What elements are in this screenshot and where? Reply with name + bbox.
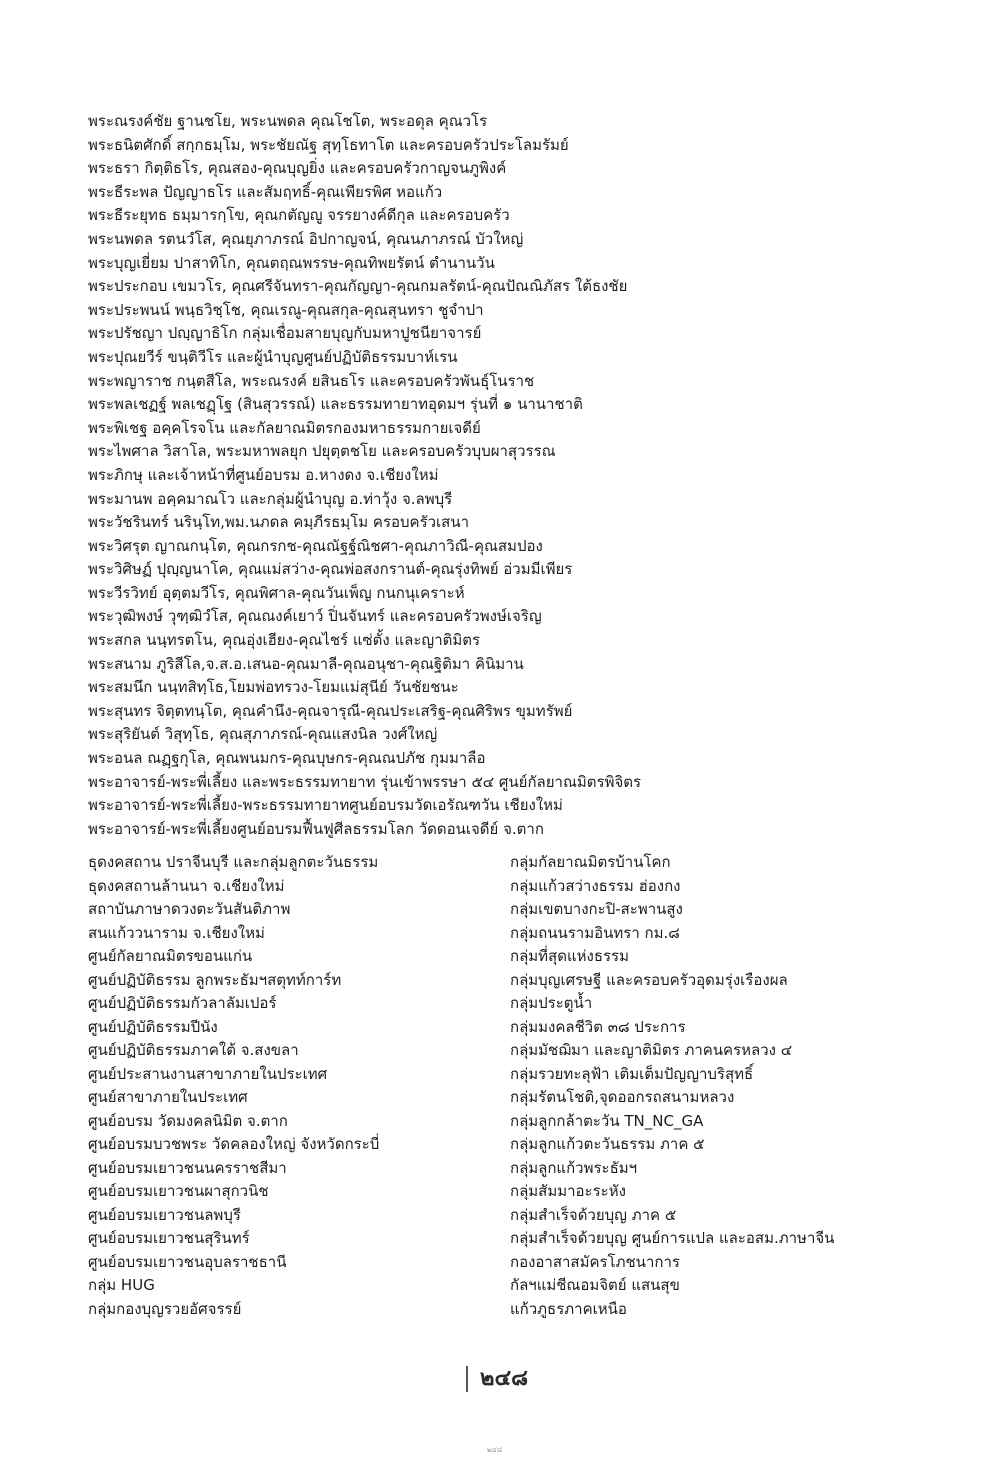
list-item: กลุ่มรวยทะลุฟ้า เติมเต็มปัญญาบริสุทธิ์ [510, 1064, 754, 1083]
list-item: กลุ่มประตูน้ำ [510, 994, 593, 1012]
list-item: พระธีระพล ปัญญาธโร และสัมฤทธิ์-คุณเพียรพิศ หอแก้ว [88, 182, 443, 201]
list-item: พระสกล นนฺทรตโน, คุณอุ่งเฮียง-คุณไชร์ แซ่ตั้ง และญาติมิตร [88, 631, 481, 650]
list-item: ศูนย์กัลยาณมิตรขอนแก่น [88, 947, 253, 965]
list-item: พระนพดล รตนวํโส, คุณยุภาภรณ์ อิปกาญจน์, คุณนภาภรณ์ บัวใหญ่ [88, 229, 524, 248]
list-item: กลุ่มสำเร็จด้วยบุญ ศูนย์การแปล และอสม.ภาษาจีน [510, 1229, 835, 1247]
list-item: พระวุฒิพงษ์ วุฑฺฒิวํโส, คุณณงค์เยาว์ ปิ่นจันทร์ และครอบครัวพงษ์เจริญ [88, 607, 542, 626]
list-item: ศูนย์ปฏิบัติธรรมภาคใต้ จ.สงขลา [88, 1041, 299, 1059]
list-item: พระธีระยุทธ ธมฺมารกฺโข, คุณกตัญญู จรรยางค์ดีกุล และครอบครัว [88, 206, 510, 225]
list-item: พระพิเชฐ อคฺคโรจโน และกัลยาณมิตรกองมหาธรรมกายเจดีย์ [88, 418, 481, 437]
list-item: พระธนิตศักดิ์ สกฺกธมฺโม, พระชัยณัฐ สุทฺโธทาโต และครอบครัวประโลมรัมย์ [88, 135, 569, 154]
list-item: ธุดงคสถานล้านนา จ.เชียงใหม่ [88, 876, 285, 895]
list-item: พระปุณยวีร์ ขนฺติวีโร และผู้นำบุญศูนย์ปฏิบัติธรรมบาห์เรน [88, 347, 458, 366]
list-item: พระมานพ อคฺคมาณโว และกลุ่มผู้นำบุญ อ.ท่าวุ้ง จ.ลพบุรี [88, 489, 453, 508]
list-item: กลุ่มสัมมาอะระหัง [510, 1182, 626, 1200]
list-item: กลุ่มมงคลชีวิต ๓๘ ประการ [510, 1017, 686, 1036]
list-item: พระสุนทร จิตฺตทนฺโต, คุณคำนึง-คุณจารุณี-คุณประเสริฐ-คุณศิริพร ขุมทรัพย์ [88, 701, 573, 720]
list-item: ศูนย์ปฏิบัติธรรมกัวลาลัมเปอร์ [88, 994, 277, 1012]
list-item: พระวีรวิทย์ อุตฺตมวีโร, คุณพิศาล-คุณวันเพ็ญ กนกนุเคราะห์ [88, 583, 465, 602]
list-item: กลุ่มบุญเศรษฐี และครอบครัวอุดมรุ่งเรืองผล [510, 970, 788, 989]
list-item: ศูนย์อบรมบวชพระ วัดคลองใหญ่ จังหวัดกระบี่ [88, 1135, 380, 1153]
list-item: กลุ่มที่สุดแห่งธรรม [510, 947, 629, 965]
list-item: กลุ่มเขตบางกะปิ-สะพานสูง [510, 900, 683, 918]
list-item: พระอาจารย์-พระพี่เลี้ยง-พระธรรมทายาทศูนย์อบรมวัดเอรัณฑวัน เชียงใหม่ [88, 796, 563, 815]
list-item: ศูนย์ประสานงานสาขาภายในประเทศ [88, 1064, 328, 1083]
list-item: พระประกอบ เขมวโร, คุณศรีจันทรา-คุณกัญญา-คุณกมลรัตน์-คุณปัณณิภัสร ใต้ธงชัย [88, 277, 628, 296]
list-item: ศูนย์อบรมเยาวชนผาสุกวนิช [88, 1182, 269, 1200]
list-item: กลุ่มกองบุญรวยอัศจรรย์ [88, 1299, 242, 1318]
donor-list-right-column [510, 851, 980, 1321]
list-item: กลุ่มกัลยาณมิตรบ้านโคก [510, 853, 671, 871]
list-item: พระวัชรินทร์ นรินฺโท,พม.นภดล คมฺภีรธมฺโม ครอบครัวเสนา [88, 513, 470, 532]
list-item: พระวิศรุต ญาณกนฺโต, คุณกรกช-คุณณัฐฐ์ณิชศา-คุณภาวิณี-คุณสมปอง [88, 536, 543, 555]
list-item: กลุ่มลูกแก้วตะวันธรรม ภาค ๕ [510, 1135, 705, 1153]
list-item: ศูนย์ปฏิบัติธรรม ลูกพระธัมฯสตุทท์การ์ท [88, 970, 342, 989]
list-item: กองอาสาสมัครโภชนาการ [510, 1252, 680, 1271]
list-item: พระสมนึก นนฺทสิทฺโธ,โยมพ่อทรวง-โยมแม่สุนีย์ วันชัยชนะ [88, 678, 459, 697]
list-item: พระอนล ณฏฺฐกุโล, คุณพนมกร-คุณบุษกร-คุณณปภัช กุมมาลือ [88, 749, 486, 768]
list-item: พระภิกษุ และเจ้าหน้าที่ศูนย์อบรม อ.หางดง จ.เชียงใหม่ [88, 465, 439, 484]
list-item: พระอาจารย์-พระพี่เลี้ยงศูนย์อบรมฟื้นฟูศีลธรรมโลก วัดดอนเจดีย์ จ.ตาก [88, 819, 544, 838]
list-item: พระปรัชญา ปญฺญาธิโก กลุ่มเชื่อมสายบุญกับมหาปูชนียาจารย์ [88, 324, 482, 343]
list-item: ศูนย์อบรมเยาวชนสุรินทร์ [88, 1229, 250, 1247]
list-item: กลุ่มถนนรามอินทรา กม.๘ [510, 923, 680, 942]
list-item: พระธรา กิตฺติธโร, คุณสอง-คุณบุญยิ่ง และครอบครัวกาญจนภูพิงค์ [88, 159, 507, 178]
list-item: กลุ่มรัตนโชติ,จุดออกรถสนามหลวง [510, 1088, 735, 1106]
list-item: กลุ่มสำเร็จด้วยบุญ ภาค ๕ [510, 1205, 677, 1224]
list-item: สนแก้ววนาราม จ.เชียงใหม่ [88, 923, 265, 942]
donor-list-full [88, 110, 948, 841]
list-item: กลุ่มลูกแก้วพระธัมฯ [510, 1158, 638, 1177]
list-item: กลุ่ม HUG [88, 1276, 155, 1294]
list-item: พระบุญเยี่ยม ปาสาทิโก, คุณตฤณพรรษ-คุณทิพยรัตน์ ตำนานวัน [88, 253, 495, 272]
list-item: พระสนาม ภูริสีโล,จ.ส.อ.เสนอ-คุณมาลี-คุณอนุชา-คุณฐิติมา คินิมาน [88, 654, 524, 673]
list-item: ศูนย์อบรม วัดมงคลนิมิต จ.ตาก [88, 1111, 288, 1130]
list-item: สถาบันภาษาดวงตะวันสันติภาพ [88, 900, 291, 918]
list-item: พระพญาราช กนฺตสีโล, พระณรงค์ ยสินธโร และครอบครัวพันธุ์โนราช [88, 371, 535, 390]
list-item: ธุดงคสถาน ปราจีนบุรี และกลุ่มลูกตะวันธรรม [88, 853, 379, 871]
list-item: พระณรงค์ชัย ฐานชโย, พระนพดล คุณโชโต, พระอดุล คุณวโร [88, 112, 488, 130]
list-item: กลุ่มแก้วสว่างธรรม ฮ่องกง [510, 876, 681, 895]
list-item: ศูนย์อบรมเยาวชนนครราชสีมา [88, 1158, 287, 1177]
list-item: พระไพศาล วิสาโล, พระมหาพลยุก ปยุตฺตชโย และครอบครัวบุบผาสุวรรณ [88, 442, 556, 461]
page-number: ๒๔๘ [466, 1366, 528, 1392]
list-item: ศูนย์อบรมเยาวชนลพบุรี [88, 1205, 241, 1224]
footer-page-mark: ๒๔๘ [487, 1446, 503, 1454]
list-item: พระประพนน์ พนฺธวิชฺโช, คุณเรณู-คุณสกุล-คุณสุนทรา ชูจำปา [88, 300, 484, 319]
list-item: พระอาจารย์-พระพี่เลี้ยง และพระธรรมทายาท รุ่นเข้าพรรษา ๕๔ ศูนย์กัลยาณมิตรพิจิตร [88, 772, 642, 791]
list-item: พระวิศิษฏ์ ปุญฺญนาโค, คุณแม่สว่าง-คุณพ่อสงกรานต์-คุณรุ่งทิพย์ อ่วมมีเพียร [88, 560, 573, 579]
list-item: ศูนย์ปฏิบัติธรรมปีนัง [88, 1017, 218, 1036]
list-item: แก้วภูธรภาคเหนือ [510, 1299, 627, 1318]
list-item: พระสุริยันต์ วิสุทฺโธ, คุณสุภาภรณ์-คุณแสงนิล วงศ์ใหญ่ [88, 725, 438, 744]
list-item: กัลฯแม่ชีณอมจิตย์ แสนสุข [510, 1276, 680, 1294]
donor-list-left-column [88, 851, 508, 1321]
list-item: ศูนย์สาขาภายในประเทศ [88, 1088, 248, 1106]
list-item: พระพลเชฏฐ์ พลเชฏฺโฐ (สินสุวรรณ์) และธรรมทายาทอุดมฯ รุ่นที่ ๑ นานาชาติ [88, 395, 583, 414]
list-item: กลุ่มมัชฌิมา และญาติมิตร ภาคนครหลวง ๔ [510, 1041, 793, 1059]
list-item: ศูนย์อบรมเยาวชนอุบลราชธานี [88, 1252, 287, 1271]
list-item: กลุ่มลูกกล้าตะวัน TN_NC_GA [510, 1111, 704, 1130]
